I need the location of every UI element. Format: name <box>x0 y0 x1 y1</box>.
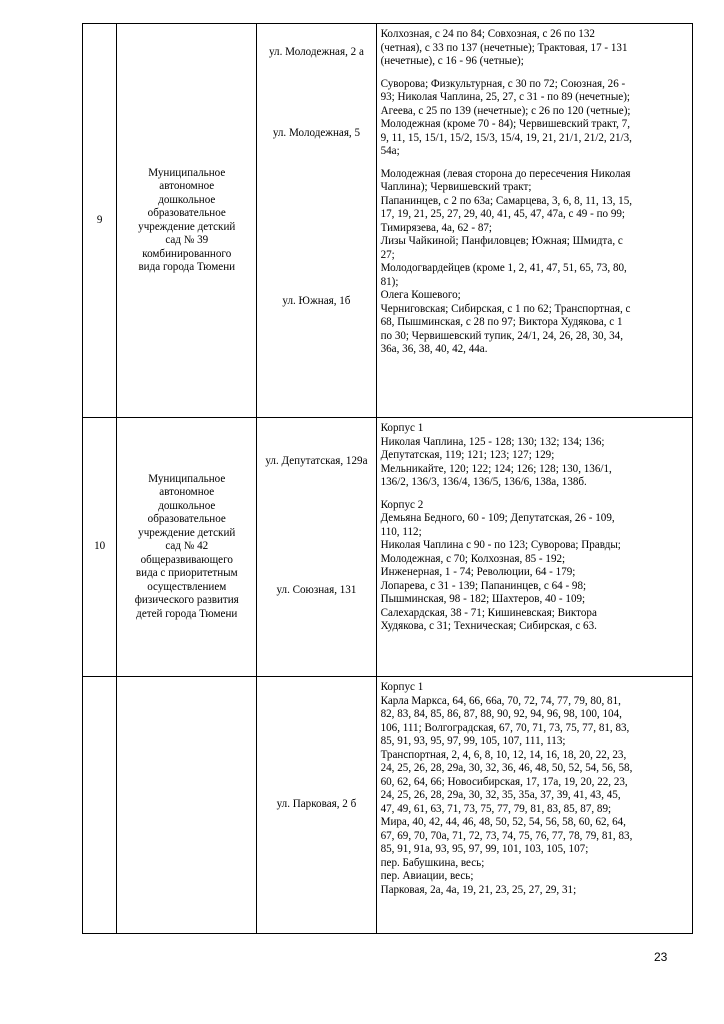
building-address: ул. Южная, 1б <box>282 294 351 307</box>
street-group: Корпус 1 Николая Чаплина, 125 - 128; 130; 132; 134; 136; Депутатская, 119; 121; 123; 127; 129; Мельникайте, 120; 122; 124; 126; 128; 130, 136/1, 136/2, 136/3, 136/4, 136/5, 136/6, 138а, 138б. <box>380 422 612 488</box>
row-number: 10 <box>83 418 117 677</box>
row-number <box>83 677 117 934</box>
street-group: Молодежная (левая сторона до пересечения Николая Чаплина); Червишевский тракт; Папанинцев, с 2 по 63а; Самарцева, 3, 6, 8, 11, 13, 15, 17, 19, 21, 25, 27, 29, 40, 41, 45, 47, 47а, с 49 - по 99; Тимирязева, 4а, 62 - 87; Лизы Чайкиной; Панфиловцев; Южная; Шмидта, с 27; Молодогвардейцев (кроме 1, 2, 41, 47, 51, 65, 73, 80, 81); Олега Кошевого; Черниговская; Сибирская, с 1 по 62; Транспортная, с 68, Пышминская, с 28 по 97; Виктора Худякова, с 1 по 30; Червишевский тупик, 24/1, 24, 26, 28, 30, 34, 36а, 36, 38, 40, 42, 44а. <box>380 167 633 355</box>
building-addresses <box>257 677 376 934</box>
districts-table <box>82 23 693 934</box>
assigned-streets <box>376 24 692 418</box>
building-address: ул. Депутатская, 129а <box>265 455 368 468</box>
table-row <box>83 24 693 418</box>
building-address: ул. Молодежная, 2 а <box>268 46 364 59</box>
building-address: ул. Молодежная, 5 <box>272 127 361 140</box>
institution-name: Муниципальное автономное дошкольное образовательное учреждение детский сад № 42 общеразвивающего вида с приоритетным осуществлением физического развития детей города Тюмени <box>117 418 257 677</box>
row-number: 9 <box>83 24 117 418</box>
table-row <box>83 418 693 677</box>
street-group: Корпус 2 Демьяна Бедного, 60 - 109; Депутатская, 26 - 109, 110, 112; Николая Чаплина с 90 - по 123; Суворова; Правды; Молодежная, с 70; Колхозная, 85 - 192; Инженерная, 1 - 74; Революции, 64 - 179; Лопарева, с 31 - 139; Папанинцев, с 64 - 98; Пышминская, 98 - 182; Шахтеров, 40 - 109; Салехардская, 38 - 71; Кишиневская; Виктора Худякова, с 31; Техническая; Сибирская, с 63. <box>380 498 621 632</box>
street-group: Суворова; Физкультурная, с 30 по 72; Союзная, 26 - 93; Николая Чаплина, 25, 27, с 31 - по 89 (нечетные); Агеева, с 25 по 139 (нечетные); с 26 по 120 (четные); Молодежная (кроме 70 - 84); Червишевский тракт, 7, 9, 11, 15, 15/1, 15/2, 15/3, 15/4, 19, 21, 21/1, 21/2, 21/3, 54а; <box>380 77 632 157</box>
institution-name <box>117 677 257 934</box>
street-group: Колхозная, с 24 по 84; Совхозная, с 26 по 132 (четная), с 33 по 137 (нечетные); Трактовая, 17 - 131 (нечетные), с 16 - 96 (четные); <box>380 28 628 67</box>
building-addresses <box>257 24 376 418</box>
building-addresses <box>257 418 376 677</box>
street-group: Корпус 1 Карла Маркса, 64, 66, 66а, 70, 72, 74, 77, 79, 80, 81, 82, 83, 84, 85, 86, 87, 88, 90, 92, 94, 96, 98, 100, 104, 106, 111; Волгоградская, 67, 70, 71, 73, 75, 77, 81, 83, 85, 91, 93, 95, 97, 99, 105, 107, 111, 113; Транспортная, 2, 4, 6, 8, 10, 12, 14, 16, 18, 20, 22, 23, 24, 25, 26, 28, 29а, 30, 32, 36, 46, 48, 50, 52, 54, 56, 58, 60, 62, 64, 66; Новосибирская, 17, 17а, 19, 20, 22, 23, 24, 25, 26, 28, 29а, 30, 32, 35, 35а, 37, 39, 41, 43, 45, 47, 49, 61, 63, 71, 73, 75, 77, 79, 81, 83, 85, 87, 89; Мира, 40, 42, 44, 46, 48, 50, 52, 54, 56, 58, 60, 62, 64, 67, 69, 70, 70а, 71, 72, 73, 74, 75, 76, 77, 78, 79, 81, 83, 85, 91, 91а, 93, 95, 97, 99, 101, 103, 105, 107; пер. Бабушкина, весь; пер. Авиации, весь; Парковая, 2а, 4а, 19, 21, 23, 25, 27, 29, 31; <box>380 681 633 896</box>
assigned-streets <box>376 418 692 677</box>
institution-name: Муниципальное автономное дошкольное образовательное учреждение детский сад № 39 комбинированного вида города Тюмени <box>117 24 257 418</box>
table-row <box>83 677 693 934</box>
assigned-streets <box>376 677 692 934</box>
building-address: ул. Парковая, 2 б <box>276 798 357 811</box>
building-address: ул. Союзная, 131 <box>276 584 357 597</box>
page-number: 23 <box>654 950 668 964</box>
